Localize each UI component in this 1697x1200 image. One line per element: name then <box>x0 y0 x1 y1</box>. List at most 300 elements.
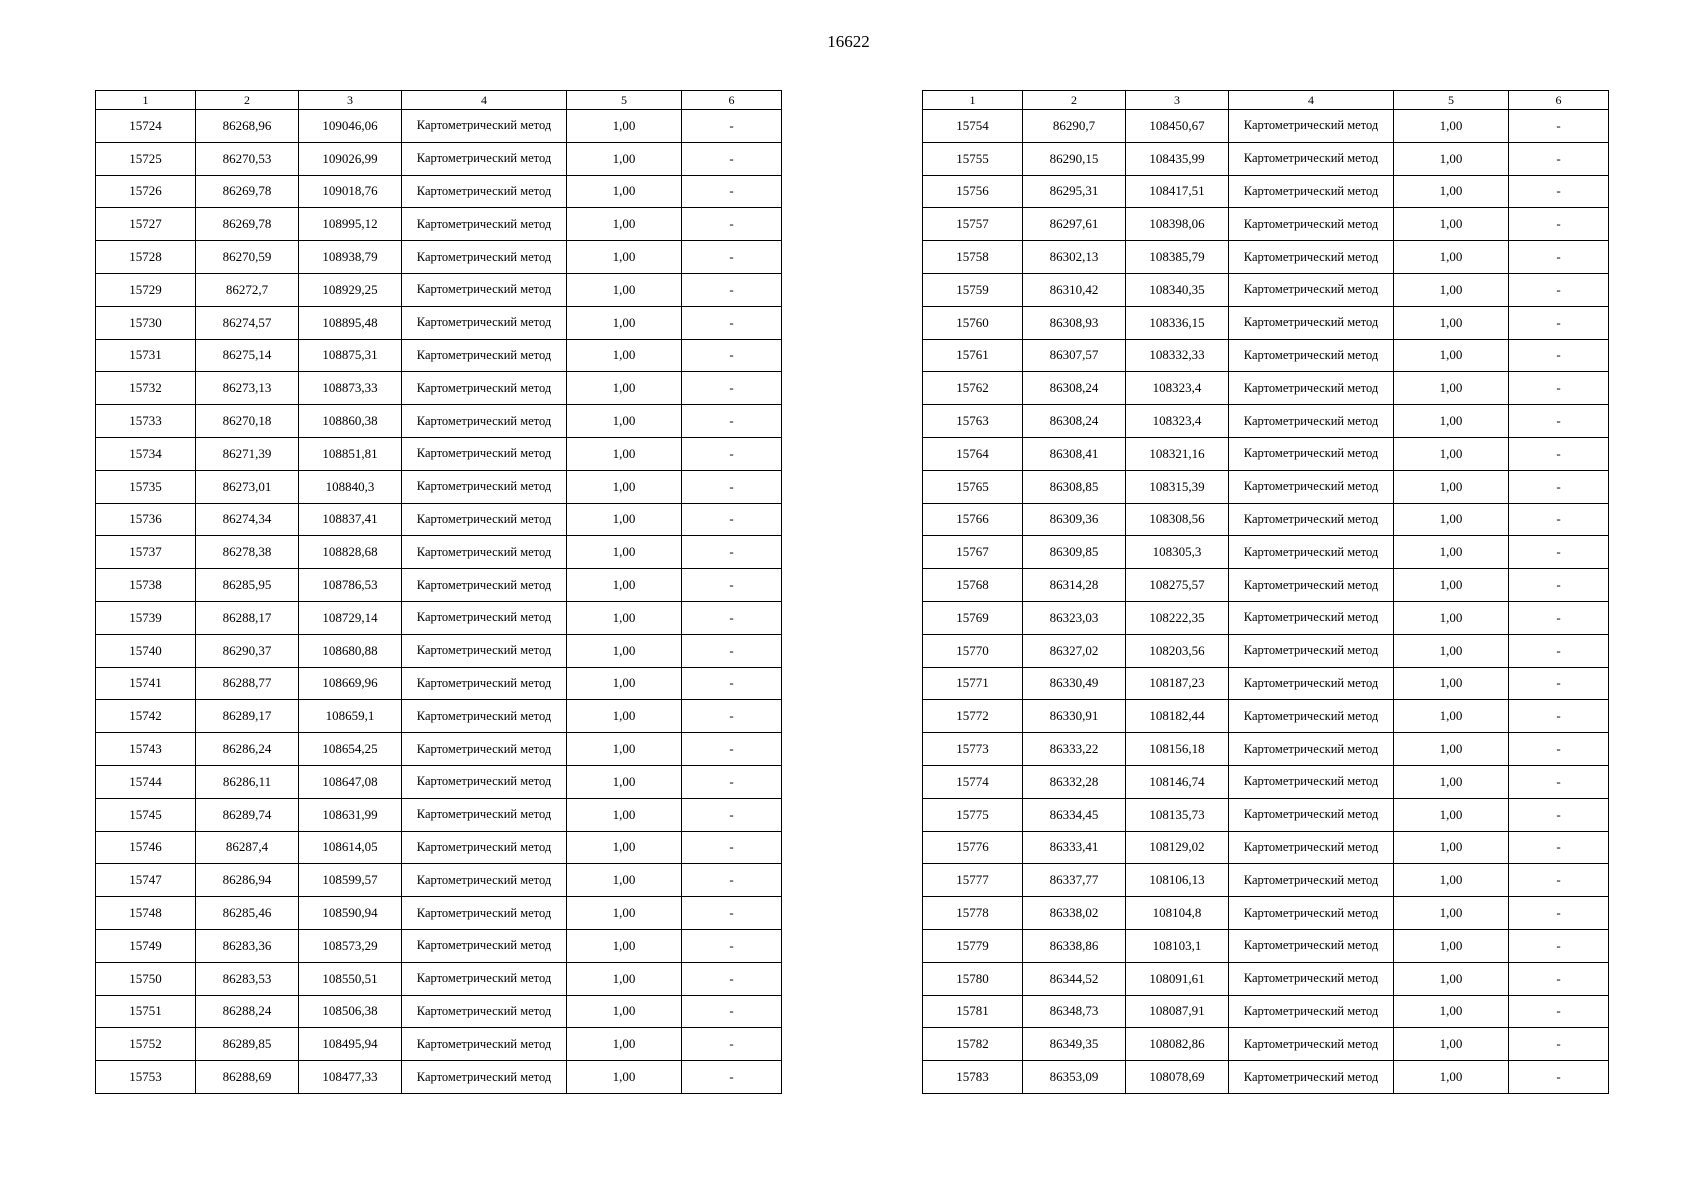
method-cell: Картометрический метод <box>1229 1061 1394 1094</box>
x-coordinate-cell: 86273,01 <box>196 470 299 503</box>
method-cell: Картометрический метод <box>1229 241 1394 274</box>
point-number-cell: 15730 <box>96 306 196 339</box>
table-row <box>96 601 782 634</box>
accuracy-cell: 1,00 <box>1394 372 1509 405</box>
accuracy-cell: 1,00 <box>567 864 682 897</box>
method-cell: Картометрический метод <box>402 765 567 798</box>
y-coordinate-cell: 108104,8 <box>1126 897 1229 930</box>
accuracy-cell: 1,00 <box>1394 995 1509 1028</box>
x-coordinate-cell: 86278,38 <box>196 536 299 569</box>
method-cell: Картометрический метод <box>1229 929 1394 962</box>
description-cell: - <box>1509 897 1609 930</box>
method-cell: Картометрический метод <box>1229 733 1394 766</box>
x-coordinate-cell: 86308,24 <box>1023 372 1126 405</box>
point-number-cell: 15731 <box>96 339 196 372</box>
y-coordinate-cell: 109046,06 <box>299 110 402 143</box>
table-row <box>96 700 782 733</box>
method-cell: Картометрический метод <box>1229 1028 1394 1061</box>
description-cell: - <box>682 372 782 405</box>
method-cell: Картометрический метод <box>402 437 567 470</box>
description-cell: - <box>682 536 782 569</box>
description-cell: - <box>1509 733 1609 766</box>
table-row <box>923 765 1609 798</box>
y-coordinate-cell: 108222,35 <box>1126 601 1229 634</box>
accuracy-cell: 1,00 <box>567 273 682 306</box>
method-cell: Картометрический метод <box>402 110 567 143</box>
y-coordinate-cell: 108103,1 <box>1126 929 1229 962</box>
y-coordinate-cell: 108135,73 <box>1126 798 1229 831</box>
x-coordinate-cell: 86274,34 <box>196 503 299 536</box>
point-number-cell: 15745 <box>96 798 196 831</box>
table-row <box>923 536 1609 569</box>
point-number-cell: 15735 <box>96 470 196 503</box>
description-cell: - <box>1509 569 1609 602</box>
table-row <box>923 831 1609 864</box>
table-row <box>96 241 782 274</box>
y-coordinate-cell: 108631,99 <box>299 798 402 831</box>
y-coordinate-cell: 108187,23 <box>1126 667 1229 700</box>
method-cell: Картометрический метод <box>402 142 567 175</box>
point-number-cell: 15756 <box>923 175 1023 208</box>
y-coordinate-cell: 108091,61 <box>1126 962 1229 995</box>
point-number-cell: 15727 <box>96 208 196 241</box>
column-header: 6 <box>682 91 782 110</box>
y-coordinate-cell: 108417,51 <box>1126 175 1229 208</box>
table-row <box>96 142 782 175</box>
point-number-cell: 15769 <box>923 601 1023 634</box>
y-coordinate-cell: 108599,57 <box>299 864 402 897</box>
table-row <box>923 962 1609 995</box>
y-coordinate-cell: 108590,94 <box>299 897 402 930</box>
description-cell: - <box>1509 962 1609 995</box>
x-coordinate-cell: 86309,85 <box>1023 536 1126 569</box>
description-cell: - <box>682 339 782 372</box>
x-coordinate-cell: 86348,73 <box>1023 995 1126 1028</box>
y-coordinate-cell: 108938,79 <box>299 241 402 274</box>
description-cell: - <box>682 273 782 306</box>
x-coordinate-cell: 86269,78 <box>196 175 299 208</box>
description-cell: - <box>1509 372 1609 405</box>
method-cell: Картометрический метод <box>1229 864 1394 897</box>
y-coordinate-cell: 108106,13 <box>1126 864 1229 897</box>
method-cell: Картометрический метод <box>402 569 567 602</box>
table-row <box>96 864 782 897</box>
point-number-cell: 15754 <box>923 110 1023 143</box>
x-coordinate-cell: 86272,7 <box>196 273 299 306</box>
point-number-cell: 15761 <box>923 339 1023 372</box>
x-coordinate-cell: 86297,61 <box>1023 208 1126 241</box>
description-cell: - <box>1509 667 1609 700</box>
point-number-cell: 15728 <box>96 241 196 274</box>
method-cell: Картометрический метод <box>1229 175 1394 208</box>
accuracy-cell: 1,00 <box>567 831 682 864</box>
point-number-cell: 15729 <box>96 273 196 306</box>
accuracy-cell: 1,00 <box>1394 1061 1509 1094</box>
point-number-cell: 15726 <box>96 175 196 208</box>
point-number-cell: 15724 <box>96 110 196 143</box>
x-coordinate-cell: 86308,85 <box>1023 470 1126 503</box>
y-coordinate-cell: 108435,99 <box>1126 142 1229 175</box>
x-coordinate-cell: 86310,42 <box>1023 273 1126 306</box>
point-number-cell: 15771 <box>923 667 1023 700</box>
y-coordinate-cell: 108659,1 <box>299 700 402 733</box>
description-cell: - <box>682 700 782 733</box>
accuracy-cell: 1,00 <box>1394 765 1509 798</box>
point-number-cell: 15764 <box>923 437 1023 470</box>
accuracy-cell: 1,00 <box>567 962 682 995</box>
column-header: 1 <box>96 91 196 110</box>
description-cell: - <box>682 733 782 766</box>
x-coordinate-cell: 86330,49 <box>1023 667 1126 700</box>
y-coordinate-cell: 108837,41 <box>299 503 402 536</box>
accuracy-cell: 1,00 <box>1394 208 1509 241</box>
method-cell: Картометрический метод <box>1229 700 1394 733</box>
table-row <box>923 569 1609 602</box>
point-number-cell: 15742 <box>96 700 196 733</box>
accuracy-cell: 1,00 <box>1394 733 1509 766</box>
y-coordinate-cell: 108078,69 <box>1126 1061 1229 1094</box>
accuracy-cell: 1,00 <box>567 700 682 733</box>
table-row <box>923 995 1609 1028</box>
column-header: 2 <box>196 91 299 110</box>
point-number-cell: 15746 <box>96 831 196 864</box>
point-number-cell: 15768 <box>923 569 1023 602</box>
description-cell: - <box>1509 864 1609 897</box>
x-coordinate-cell: 86308,41 <box>1023 437 1126 470</box>
point-number-cell: 15774 <box>923 765 1023 798</box>
table-row <box>923 405 1609 438</box>
description-cell: - <box>1509 831 1609 864</box>
point-number-cell: 15743 <box>96 733 196 766</box>
table-row <box>96 306 782 339</box>
accuracy-cell: 1,00 <box>567 995 682 1028</box>
description-cell: - <box>1509 273 1609 306</box>
method-cell: Картометрический метод <box>1229 569 1394 602</box>
table-row <box>96 995 782 1028</box>
point-number-cell: 15748 <box>96 897 196 930</box>
x-coordinate-cell: 86307,57 <box>1023 339 1126 372</box>
x-coordinate-cell: 86287,4 <box>196 831 299 864</box>
accuracy-cell: 1,00 <box>1394 864 1509 897</box>
method-cell: Картометрический метод <box>402 995 567 1028</box>
accuracy-cell: 1,00 <box>1394 142 1509 175</box>
y-coordinate-cell: 108851,81 <box>299 437 402 470</box>
description-cell: - <box>1509 536 1609 569</box>
accuracy-cell: 1,00 <box>567 667 682 700</box>
description-cell: - <box>682 437 782 470</box>
table-row <box>96 470 782 503</box>
point-number-cell: 15753 <box>96 1061 196 1094</box>
table-row <box>96 1028 782 1061</box>
description-cell: - <box>682 306 782 339</box>
point-number-cell: 15773 <box>923 733 1023 766</box>
description-cell: - <box>682 634 782 667</box>
description-cell: - <box>682 995 782 1028</box>
accuracy-cell: 1,00 <box>1394 1028 1509 1061</box>
description-cell: - <box>1509 601 1609 634</box>
table-row <box>96 798 782 831</box>
method-cell: Картометрический метод <box>1229 208 1394 241</box>
method-cell: Картометрический метод <box>402 1061 567 1094</box>
description-cell: - <box>682 241 782 274</box>
point-number-cell: 15725 <box>96 142 196 175</box>
description-cell: - <box>1509 110 1609 143</box>
method-cell: Картометрический метод <box>402 1028 567 1061</box>
method-cell: Картометрический метод <box>1229 897 1394 930</box>
point-number-cell: 15738 <box>96 569 196 602</box>
y-coordinate-cell: 108614,05 <box>299 831 402 864</box>
table-row <box>96 667 782 700</box>
method-cell: Картометрический метод <box>402 339 567 372</box>
method-cell: Картометрический метод <box>1229 372 1394 405</box>
point-number-cell: 15762 <box>923 372 1023 405</box>
x-coordinate-cell: 86269,78 <box>196 208 299 241</box>
x-coordinate-cell: 86314,28 <box>1023 569 1126 602</box>
description-cell: - <box>1509 142 1609 175</box>
accuracy-cell: 1,00 <box>567 175 682 208</box>
accuracy-cell: 1,00 <box>567 733 682 766</box>
accuracy-cell: 1,00 <box>567 405 682 438</box>
accuracy-cell: 1,00 <box>1394 700 1509 733</box>
point-number-cell: 15749 <box>96 929 196 962</box>
accuracy-cell: 1,00 <box>1394 437 1509 470</box>
point-number-cell: 15777 <box>923 864 1023 897</box>
accuracy-cell: 1,00 <box>567 569 682 602</box>
x-coordinate-cell: 86333,41 <box>1023 831 1126 864</box>
y-coordinate-cell: 108398,06 <box>1126 208 1229 241</box>
description-cell: - <box>682 208 782 241</box>
point-number-cell: 15759 <box>923 273 1023 306</box>
x-coordinate-cell: 86338,86 <box>1023 929 1126 962</box>
y-coordinate-cell: 108323,4 <box>1126 405 1229 438</box>
description-cell: - <box>682 831 782 864</box>
method-cell: Картометрический метод <box>402 503 567 536</box>
coordinates-table-right <box>922 90 1609 1094</box>
point-number-cell: 15760 <box>923 306 1023 339</box>
description-cell: - <box>682 405 782 438</box>
accuracy-cell: 1,00 <box>567 1061 682 1094</box>
column-header: 4 <box>1229 91 1394 110</box>
x-coordinate-cell: 86285,46 <box>196 897 299 930</box>
point-number-cell: 15763 <box>923 405 1023 438</box>
method-cell: Картометрический метод <box>1229 667 1394 700</box>
method-cell: Картометрический метод <box>402 601 567 634</box>
x-coordinate-cell: 86353,09 <box>1023 1061 1126 1094</box>
y-coordinate-cell: 108082,86 <box>1126 1028 1229 1061</box>
x-coordinate-cell: 86268,96 <box>196 110 299 143</box>
point-number-cell: 15755 <box>923 142 1023 175</box>
x-coordinate-cell: 86289,74 <box>196 798 299 831</box>
method-cell: Картометрический метод <box>1229 765 1394 798</box>
accuracy-cell: 1,00 <box>1394 273 1509 306</box>
y-coordinate-cell: 108087,91 <box>1126 995 1229 1028</box>
description-cell: - <box>1509 437 1609 470</box>
table-row <box>96 339 782 372</box>
x-coordinate-cell: 86333,22 <box>1023 733 1126 766</box>
y-coordinate-cell: 108450,67 <box>1126 110 1229 143</box>
table-row <box>96 536 782 569</box>
table-row <box>923 929 1609 962</box>
y-coordinate-cell: 108786,53 <box>299 569 402 602</box>
description-cell: - <box>1509 798 1609 831</box>
table-row <box>923 1028 1609 1061</box>
x-coordinate-cell: 86308,93 <box>1023 306 1126 339</box>
x-coordinate-cell: 86290,15 <box>1023 142 1126 175</box>
method-cell: Картометрический метод <box>1229 503 1394 536</box>
table-row <box>96 962 782 995</box>
method-cell: Картометрический метод <box>402 372 567 405</box>
table-row <box>923 142 1609 175</box>
accuracy-cell: 1,00 <box>1394 503 1509 536</box>
y-coordinate-cell: 108669,96 <box>299 667 402 700</box>
y-coordinate-cell: 108203,56 <box>1126 634 1229 667</box>
x-coordinate-cell: 86270,18 <box>196 405 299 438</box>
y-coordinate-cell: 108680,88 <box>299 634 402 667</box>
table-row <box>96 1061 782 1094</box>
x-coordinate-cell: 86323,03 <box>1023 601 1126 634</box>
method-cell: Картометрический метод <box>1229 306 1394 339</box>
point-number-cell: 15779 <box>923 929 1023 962</box>
x-coordinate-cell: 86285,95 <box>196 569 299 602</box>
table-row <box>96 831 782 864</box>
method-cell: Картометрический метод <box>1229 437 1394 470</box>
description-cell: - <box>1509 995 1609 1028</box>
y-coordinate-cell: 108336,15 <box>1126 306 1229 339</box>
method-cell: Картометрический метод <box>1229 798 1394 831</box>
x-coordinate-cell: 86344,52 <box>1023 962 1126 995</box>
point-number-cell: 15750 <box>96 962 196 995</box>
x-coordinate-cell: 86288,69 <box>196 1061 299 1094</box>
y-coordinate-cell: 108873,33 <box>299 372 402 405</box>
coordinates-table-left <box>95 90 782 1094</box>
accuracy-cell: 1,00 <box>567 1028 682 1061</box>
method-cell: Картометрический метод <box>402 929 567 962</box>
table-row <box>96 503 782 536</box>
accuracy-cell: 1,00 <box>1394 175 1509 208</box>
y-coordinate-cell: 108550,51 <box>299 962 402 995</box>
table-row <box>923 667 1609 700</box>
description-cell: - <box>1509 241 1609 274</box>
y-coordinate-cell: 108729,14 <box>299 601 402 634</box>
accuracy-cell: 1,00 <box>567 339 682 372</box>
method-cell: Картометрический метод <box>402 897 567 930</box>
table-row <box>96 634 782 667</box>
accuracy-cell: 1,00 <box>1394 929 1509 962</box>
y-coordinate-cell: 108828,68 <box>299 536 402 569</box>
method-cell: Картометрический метод <box>402 831 567 864</box>
column-header: 3 <box>299 91 402 110</box>
table-row <box>96 405 782 438</box>
table-row <box>923 733 1609 766</box>
description-cell: - <box>682 569 782 602</box>
point-number-cell: 15776 <box>923 831 1023 864</box>
method-cell: Картометрический метод <box>1229 470 1394 503</box>
table-header <box>923 91 1609 110</box>
description-cell: - <box>1509 1061 1609 1094</box>
table-row <box>923 339 1609 372</box>
method-cell: Картометрический метод <box>1229 634 1394 667</box>
table-row <box>923 110 1609 143</box>
table-row <box>923 437 1609 470</box>
table-row <box>923 208 1609 241</box>
method-cell: Картометрический метод <box>402 733 567 766</box>
point-number-cell: 15765 <box>923 470 1023 503</box>
y-coordinate-cell: 108895,48 <box>299 306 402 339</box>
y-coordinate-cell: 108654,25 <box>299 733 402 766</box>
description-cell: - <box>682 864 782 897</box>
description-cell: - <box>682 470 782 503</box>
method-cell: Картометрический метод <box>1229 536 1394 569</box>
x-coordinate-cell: 86289,85 <box>196 1028 299 1061</box>
method-cell: Картометрический метод <box>1229 831 1394 864</box>
table-row <box>96 929 782 962</box>
point-number-cell: 15770 <box>923 634 1023 667</box>
x-coordinate-cell: 86273,13 <box>196 372 299 405</box>
x-coordinate-cell: 86290,37 <box>196 634 299 667</box>
point-number-cell: 15767 <box>923 536 1023 569</box>
table-row <box>96 437 782 470</box>
table-row <box>923 700 1609 733</box>
x-coordinate-cell: 86270,53 <box>196 142 299 175</box>
x-coordinate-cell: 86288,77 <box>196 667 299 700</box>
y-coordinate-cell: 108332,33 <box>1126 339 1229 372</box>
x-coordinate-cell: 86295,31 <box>1023 175 1126 208</box>
table-row <box>923 372 1609 405</box>
x-coordinate-cell: 86290,7 <box>1023 110 1126 143</box>
point-number-cell: 15739 <box>96 601 196 634</box>
description-cell: - <box>682 175 782 208</box>
y-coordinate-cell: 108647,08 <box>299 765 402 798</box>
x-coordinate-cell: 86327,02 <box>1023 634 1126 667</box>
table-row <box>923 897 1609 930</box>
table-body <box>923 110 1609 1094</box>
x-coordinate-cell: 86330,91 <box>1023 700 1126 733</box>
description-cell: - <box>682 765 782 798</box>
description-cell: - <box>1509 208 1609 241</box>
method-cell: Картометрический метод <box>1229 995 1394 1028</box>
method-cell: Картометрический метод <box>402 241 567 274</box>
point-number-cell: 15775 <box>923 798 1023 831</box>
y-coordinate-cell: 108323,4 <box>1126 372 1229 405</box>
description-cell: - <box>1509 405 1609 438</box>
y-coordinate-cell: 108477,33 <box>299 1061 402 1094</box>
x-coordinate-cell: 86286,11 <box>196 765 299 798</box>
y-coordinate-cell: 108156,18 <box>1126 733 1229 766</box>
table-row <box>96 175 782 208</box>
accuracy-cell: 1,00 <box>567 306 682 339</box>
x-coordinate-cell: 86283,53 <box>196 962 299 995</box>
point-number-cell: 15780 <box>923 962 1023 995</box>
y-coordinate-cell: 108321,16 <box>1126 437 1229 470</box>
method-cell: Картометрический метод <box>402 700 567 733</box>
y-coordinate-cell: 108340,35 <box>1126 273 1229 306</box>
method-cell: Картометрический метод <box>402 536 567 569</box>
accuracy-cell: 1,00 <box>567 110 682 143</box>
table-row <box>923 306 1609 339</box>
table-row <box>923 798 1609 831</box>
method-cell: Картометрический метод <box>1229 405 1394 438</box>
page-number: 16622 <box>827 32 870 51</box>
accuracy-cell: 1,00 <box>1394 601 1509 634</box>
y-coordinate-cell: 108146,74 <box>1126 765 1229 798</box>
table-row <box>96 765 782 798</box>
accuracy-cell: 1,00 <box>567 208 682 241</box>
y-coordinate-cell: 108840,3 <box>299 470 402 503</box>
accuracy-cell: 1,00 <box>567 503 682 536</box>
table-row <box>96 733 782 766</box>
x-coordinate-cell: 86286,94 <box>196 864 299 897</box>
method-cell: Картометрический метод <box>1229 142 1394 175</box>
